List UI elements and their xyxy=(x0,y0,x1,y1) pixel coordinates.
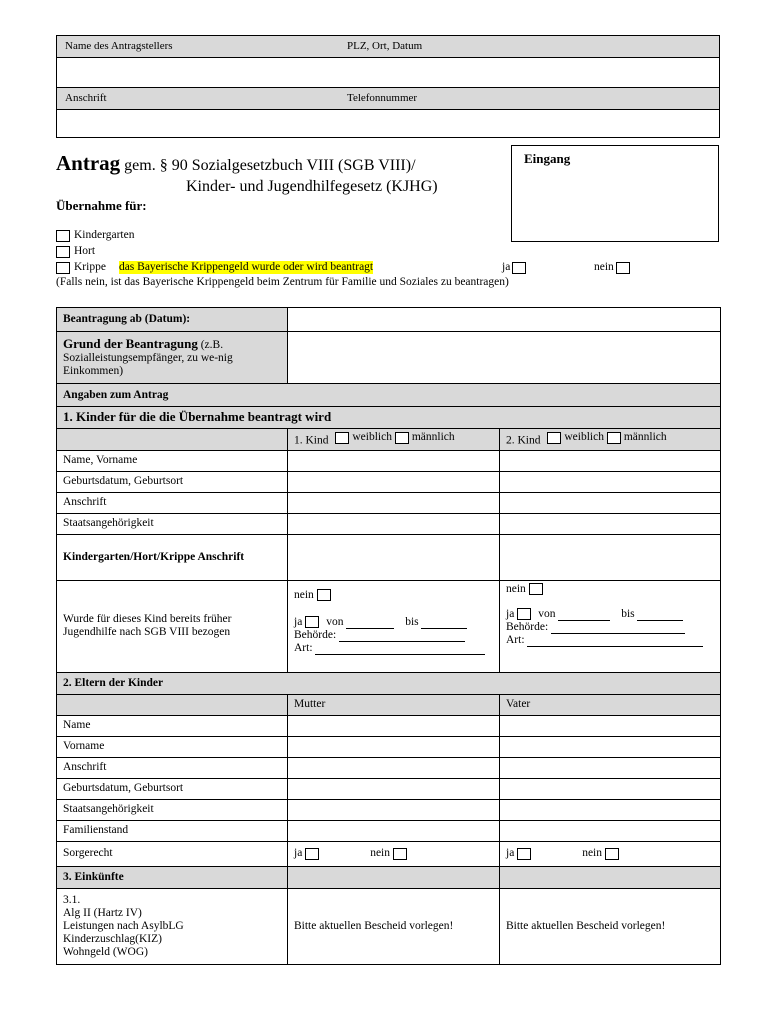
child1-ja-checkbox[interactable] xyxy=(305,616,319,628)
child2-ja-label: ja xyxy=(506,607,515,620)
child1-behoerde-field[interactable] xyxy=(339,632,465,642)
row-section-1 xyxy=(57,407,721,429)
child1-bis-label: bis xyxy=(405,615,419,628)
child2-male-checkbox[interactable] xyxy=(607,432,621,444)
prior-help-label: Wurde für dieses Kind bereits früher Jugendhilfe nach SGB VIII bezogen xyxy=(57,580,288,672)
child1-male-checkbox[interactable] xyxy=(395,432,409,444)
child1-field[interactable] xyxy=(288,492,500,513)
hort-checkbox[interactable] xyxy=(56,246,70,258)
mother-field[interactable] xyxy=(288,715,500,736)
child2-prior-help xyxy=(500,580,721,672)
child2-art-field[interactable] xyxy=(527,637,703,647)
row-facility xyxy=(57,534,721,580)
title-line-1: gem. § 90 Sozialgesetzbuch VIII (SGB VIII)/ xyxy=(124,157,416,174)
child-header-blank xyxy=(57,429,288,451)
row-child-header xyxy=(57,429,721,451)
child1-behoerde-label: Behörde: xyxy=(294,628,337,641)
child1-field[interactable] xyxy=(288,450,500,471)
parent-row xyxy=(57,736,721,757)
form-title xyxy=(56,153,416,176)
row-reason xyxy=(57,332,721,384)
krippengeld-nein-checkbox[interactable] xyxy=(616,262,630,274)
row-income xyxy=(57,888,721,964)
row-section-2 xyxy=(57,672,721,694)
section-1-title: 1. Kinder für die die Übernahme beantragt wird xyxy=(63,409,332,424)
custody-label: Sorgerecht xyxy=(57,841,288,866)
section-1-heading xyxy=(57,407,721,429)
child2-field[interactable] xyxy=(500,450,721,471)
mother-income-notice: Bitte aktuellen Bescheid vorlegen! xyxy=(288,888,500,964)
child2-art-label: Art: xyxy=(506,633,525,646)
child2-von-label: von xyxy=(538,607,556,620)
child-row-label: Anschrift xyxy=(57,492,288,513)
antrag-word: Antrag xyxy=(56,151,121,175)
child2-label: 2. Kind xyxy=(506,434,541,447)
parent-row-label: Vorname xyxy=(57,736,288,757)
row-parent-header xyxy=(57,694,721,715)
father-field[interactable] xyxy=(500,757,721,778)
child2-female-checkbox[interactable] xyxy=(547,432,561,444)
address-label: Anschrift xyxy=(65,92,107,104)
child-row xyxy=(57,513,721,534)
child-row xyxy=(57,471,721,492)
child1-header xyxy=(288,429,500,451)
parent-row xyxy=(57,757,721,778)
father-custody-ja-label: ja xyxy=(506,847,515,859)
parent-row-label: Name xyxy=(57,715,288,736)
child2-bis-field[interactable] xyxy=(637,611,683,621)
child2-female-label: weiblich xyxy=(564,431,604,443)
child2-header xyxy=(500,429,721,451)
child-row-label: Name, Vorname xyxy=(57,450,288,471)
child2-field[interactable] xyxy=(500,513,721,534)
row-details xyxy=(57,384,721,407)
mother-field[interactable] xyxy=(288,820,500,841)
row-section-3 xyxy=(57,866,721,888)
row-prior-help xyxy=(57,580,721,672)
parent-row xyxy=(57,715,721,736)
krippengeld-nein-label: nein xyxy=(594,261,614,273)
reason-label xyxy=(57,332,288,384)
parent-row xyxy=(57,799,721,820)
krippengeld-footnote: (Falls nein, ist das Bayerische Krippengeld beim Zentrum für Familie und Soziales zu beantragen) xyxy=(56,276,509,288)
mother-field[interactable] xyxy=(288,778,500,799)
kindergarten-label: Kindergarten xyxy=(74,229,135,241)
child1-label: 1. Kind xyxy=(294,434,329,447)
child2-field[interactable] xyxy=(500,492,721,513)
child-row-label: Geburtsdatum, Geburtsort xyxy=(57,471,288,492)
child2-bis-label: bis xyxy=(621,607,635,620)
income-line: Leistungen nach AsylbLG xyxy=(63,919,184,932)
option-hort xyxy=(56,245,95,258)
header-label-row-1 xyxy=(57,36,719,58)
father-custody-nein-label: nein xyxy=(582,847,602,859)
krippengeld-ja-label: ja xyxy=(502,261,511,273)
income-line: Kinderzuschlag(KIZ) xyxy=(63,932,162,945)
mother-custody-ja-checkbox[interactable] xyxy=(305,848,319,860)
applicant-header-box xyxy=(56,35,720,138)
mother-custody xyxy=(288,841,500,866)
child1-nein-checkbox[interactable] xyxy=(317,589,331,601)
option-krippe xyxy=(56,261,373,274)
father-field[interactable] xyxy=(500,778,721,799)
income-number: 3.1. xyxy=(63,893,81,906)
income-line: Wohngeld (WOG) xyxy=(63,945,148,958)
child-row xyxy=(57,450,721,471)
child2-behoerde-field[interactable] xyxy=(551,624,685,634)
father-field[interactable] xyxy=(500,799,721,820)
reason-label-rest: (z.B. Sozialleistungsempfänger, zu we-nig Einkommen) xyxy=(63,339,233,377)
start-date-label: Beantragung ab (Datum): xyxy=(57,308,288,332)
krippengeld-ja xyxy=(502,261,526,274)
details-heading: Angaben zum Antrag xyxy=(57,384,721,407)
row-custody xyxy=(57,841,721,866)
applicant-name-label: Name des Antragstellers xyxy=(65,40,173,52)
phone-label: Telefonnummer xyxy=(347,92,418,104)
child1-von-label: von xyxy=(326,615,344,628)
child1-nein-label: nein xyxy=(294,588,314,601)
krippe-label: Krippe xyxy=(74,261,106,273)
child1-von-field[interactable] xyxy=(346,619,394,629)
mother-custody-ja-label: ja xyxy=(294,847,303,859)
address-field[interactable] xyxy=(57,110,719,137)
section-3-blank-1 xyxy=(288,866,500,888)
parent-row-label: Familienstand xyxy=(57,820,288,841)
child2-von-field[interactable] xyxy=(558,611,610,621)
income-label xyxy=(57,888,288,964)
father-field[interactable] xyxy=(500,715,721,736)
parent-row-label: Staatsangehörigkeit xyxy=(57,799,288,820)
mother-field[interactable] xyxy=(288,799,500,820)
krippengeld-ja-checkbox[interactable] xyxy=(512,262,526,274)
child1-art-label: Art: xyxy=(294,641,313,654)
option-kindergarten xyxy=(56,229,134,242)
title-line-2: Kinder- und Jugendhilfegesetz (KJHG) xyxy=(186,178,438,195)
uebernahme-label: Übernahme für: xyxy=(56,198,147,213)
kindergarten-checkbox[interactable] xyxy=(56,230,70,242)
father-header: Vater xyxy=(500,694,721,715)
krippe-checkbox[interactable] xyxy=(56,262,70,274)
parent-row xyxy=(57,778,721,799)
child1-field[interactable] xyxy=(288,513,500,534)
section-2-heading: 2. Eltern der Kinder xyxy=(57,672,721,694)
mother-header: Mutter xyxy=(288,694,500,715)
child-row-label: Staatsangehörigkeit xyxy=(57,513,288,534)
father-field[interactable] xyxy=(500,736,721,757)
child2-nein-checkbox[interactable] xyxy=(529,583,543,595)
start-date-field[interactable] xyxy=(288,308,721,332)
child1-art-field[interactable] xyxy=(315,645,485,655)
child1-ja-label: ja xyxy=(294,615,303,628)
reason-label-bold: Grund der Beantragung xyxy=(63,336,198,351)
place-date-label: PLZ, Ort, Datum xyxy=(347,40,423,52)
mother-field[interactable] xyxy=(288,736,500,757)
reason-field[interactable] xyxy=(288,332,721,384)
applicant-name-field[interactable] xyxy=(57,58,719,88)
parent-row-label: Anschrift xyxy=(57,757,288,778)
mother-custody-nein-label: nein xyxy=(370,847,390,859)
father-custody xyxy=(500,841,721,866)
child2-field[interactable] xyxy=(500,471,721,492)
child-row xyxy=(57,492,721,513)
hort-label: Hort xyxy=(74,245,96,257)
krippengeld-nein xyxy=(594,261,630,274)
father-income-notice: Bitte aktuellen Bescheid vorlegen! xyxy=(500,888,721,964)
child2-nein-label: nein xyxy=(506,582,526,595)
income-line: Alg II (Hartz IV) xyxy=(63,906,142,919)
father-custody-ja-checkbox[interactable] xyxy=(517,848,531,860)
section-3-heading: 3. Einkünfte xyxy=(57,866,288,888)
mother-field[interactable] xyxy=(288,757,500,778)
eingang-label: Eingang xyxy=(524,151,571,166)
parent-row-label: Geburtsdatum, Geburtsort xyxy=(57,778,288,799)
krippengeld-note: das Bayerische Krippengeld wurde oder wird beantragt xyxy=(118,261,374,273)
parent-header-blank xyxy=(57,694,288,715)
child2-male-label: männlich xyxy=(623,431,667,443)
child1-prior-help xyxy=(288,580,500,672)
child1-bis-field[interactable] xyxy=(421,619,467,629)
father-field[interactable] xyxy=(500,820,721,841)
application-table xyxy=(56,307,721,965)
child1-female-label: weiblich xyxy=(352,431,392,443)
child1-female-checkbox[interactable] xyxy=(335,432,349,444)
mother-custody-nein-checkbox[interactable] xyxy=(393,848,407,860)
child2-facility-field[interactable] xyxy=(500,534,721,580)
child1-facility-field[interactable] xyxy=(288,534,500,580)
row-start-date xyxy=(57,308,721,332)
child2-behoerde-label: Behörde: xyxy=(506,620,549,633)
header-label-row-2 xyxy=(57,88,719,110)
child2-ja-checkbox[interactable] xyxy=(517,608,531,620)
facility-label: Kindergarten/Hort/Krippe Anschrift xyxy=(57,534,288,580)
child1-male-label: männlich xyxy=(411,431,455,443)
father-custody-nein-checkbox[interactable] xyxy=(605,848,619,860)
section-3-blank-2 xyxy=(500,866,721,888)
child1-field[interactable] xyxy=(288,471,500,492)
parent-row xyxy=(57,820,721,841)
eingang-box xyxy=(511,145,719,242)
